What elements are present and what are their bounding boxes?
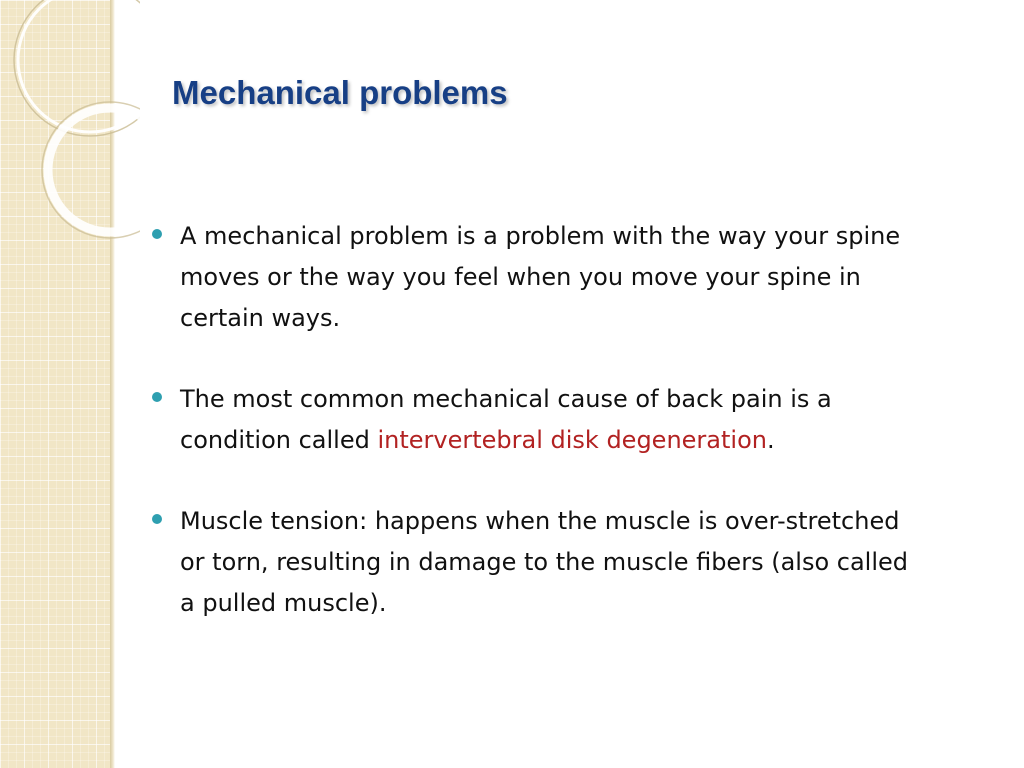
bullet-text: The most common mechanical cause of back pain is a condition called xyxy=(180,385,832,454)
highlighted-term: intervertebral disk degeneration xyxy=(377,426,767,454)
bullet-list xyxy=(150,216,920,664)
bullet-text: Muscle tension: happens when the muscle is over-stretched or torn, resulting in damage to the muscle fibers (also called a pulled muscle). xyxy=(180,507,908,617)
bullet-item xyxy=(150,501,920,624)
bullet-item xyxy=(150,379,920,461)
bullet-dot-icon xyxy=(152,514,162,524)
bullet-item xyxy=(150,216,920,339)
bullet-text: A mechanical problem is a problem with the way your spine moves or the way you feel when you move your spine in certain ways. xyxy=(180,222,901,332)
bullet-text-end: . xyxy=(766,426,775,454)
slide-title: Mechanical problems xyxy=(172,74,508,111)
bullet-dot-icon xyxy=(152,392,162,402)
bullet-dot-icon xyxy=(152,229,162,239)
decorative-rings-icon xyxy=(0,0,140,240)
